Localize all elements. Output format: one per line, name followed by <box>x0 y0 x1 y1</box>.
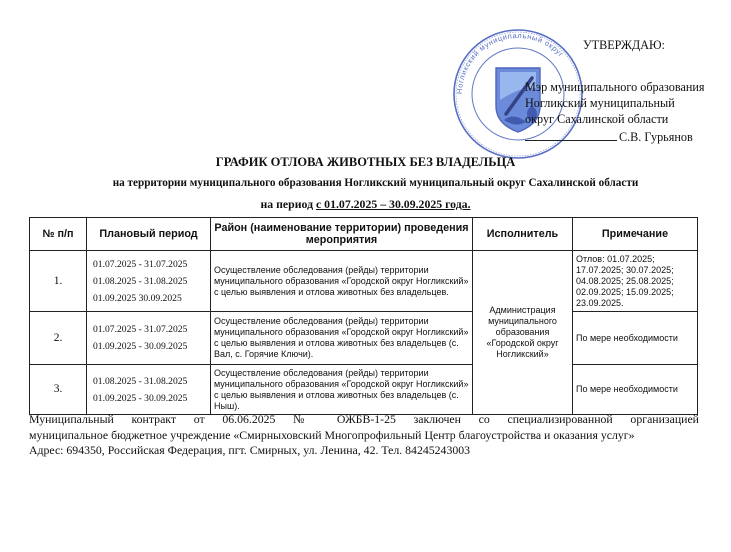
table-row <box>30 365 698 415</box>
document-period <box>0 197 731 212</box>
signature-blank <box>525 140 617 141</box>
row-area: Осуществление обследования (рейды) территории муниципального образования «Городской округ Ногликский» с целью выявления и отлова животных без владельцев (с. Вал, с. Горячие Ключи). <box>211 312 473 365</box>
document-title: ГРАФИК ОТЛОВА ЖИВОТНЫХ БЕЗ ВЛАДЕЛЬЦА <box>215 155 516 169</box>
approval-title: УТВЕРЖДАЮ: <box>583 38 665 52</box>
header-note: Примечание <box>573 218 698 251</box>
row-area: Осуществление обследования (рейды) территории муниципального образования «Городской округ Ногликский» с целью выявления и отлова животных без владельцев. <box>211 251 473 312</box>
schedule-table <box>29 217 698 415</box>
contract-footer <box>29 412 699 459</box>
row-note: По мере необходимости <box>573 365 698 415</box>
period-range: с 01.07.2025 – 30.09.2025 года. <box>315 197 471 211</box>
approval-line: округ Сахалинской области <box>525 112 669 126</box>
signature-name: С.В. Гурьянов <box>619 130 693 144</box>
row-number: 3. <box>30 365 87 415</box>
table-header-row <box>30 218 698 251</box>
seal-text: Ногликский муниципальный округ <box>454 30 566 95</box>
header-executor: Исполнитель <box>473 218 573 251</box>
approval-line: Ногликский муниципальный <box>525 96 675 110</box>
period-item: 01.09.2025 - 30.09.2025 <box>93 341 188 352</box>
header-period: Плановый период <box>87 218 211 251</box>
period-item: 01.08.2025 - 31.08.2025 <box>93 275 188 287</box>
row-area: Осуществление обследования (рейды) территории муниципального образования «Городской округ Ногликский» с целью выявления и отлова животных без владельцев (с. Ныш). <box>211 365 473 415</box>
contract-line: Муниципальный контракт от 06.06.2025 № ОЖБВ-1-25 заключен со специализированной организацией <box>29 412 699 426</box>
address-line: Адрес: 694350, Российская Федерация, пгт. Смирных, ул. Ленина, 42. Тел. 84245243003 <box>29 443 471 457</box>
row-note: Отлов: 01.07.2025; 17.07.2025; 30.07.2025; 04.08.2025; 25.08.2025; 02.09.2025; 15.09.2025; 23.09.2025. <box>573 251 698 312</box>
table-row <box>30 312 698 365</box>
header-area: Район (наименование территории) проведения мероприятия <box>211 218 473 251</box>
period-prefix: на период <box>260 197 316 211</box>
row-note: По мере необходимости <box>573 312 698 365</box>
row-number: 1. <box>30 251 87 312</box>
contractor-line: муниципальное бюджетное учреждение «Смирныховский Многопрофильный Центр благоустройства и оказания услуг» <box>29 427 635 442</box>
signature-line <box>525 130 693 146</box>
period-item: 01.07.2025 - 31.07.2025 <box>93 324 188 335</box>
period-item: 01.08.2025 - 31.08.2025 <box>93 375 188 387</box>
period-item: 01.09.2025 - 30.09.2025 <box>93 392 188 404</box>
period-item: 01.07.2025 - 31.07.2025 <box>93 258 188 270</box>
document-subtitle: на территории муниципального образования Ногликский муниципальный округ Сахалинской области <box>112 177 639 189</box>
table-row <box>30 251 698 312</box>
row-periods <box>87 365 211 415</box>
row-periods <box>87 251 211 312</box>
row-periods <box>87 312 211 365</box>
period-item: 01.09.2025 30.09.2025 <box>93 292 182 304</box>
header-number: № п/п <box>30 218 87 251</box>
executor-cell: Администрация муниципального образования «Городской округ Ногликский» <box>473 251 573 415</box>
approval-line: Мэр муниципального образования <box>525 80 705 94</box>
row-number: 2. <box>30 312 87 365</box>
